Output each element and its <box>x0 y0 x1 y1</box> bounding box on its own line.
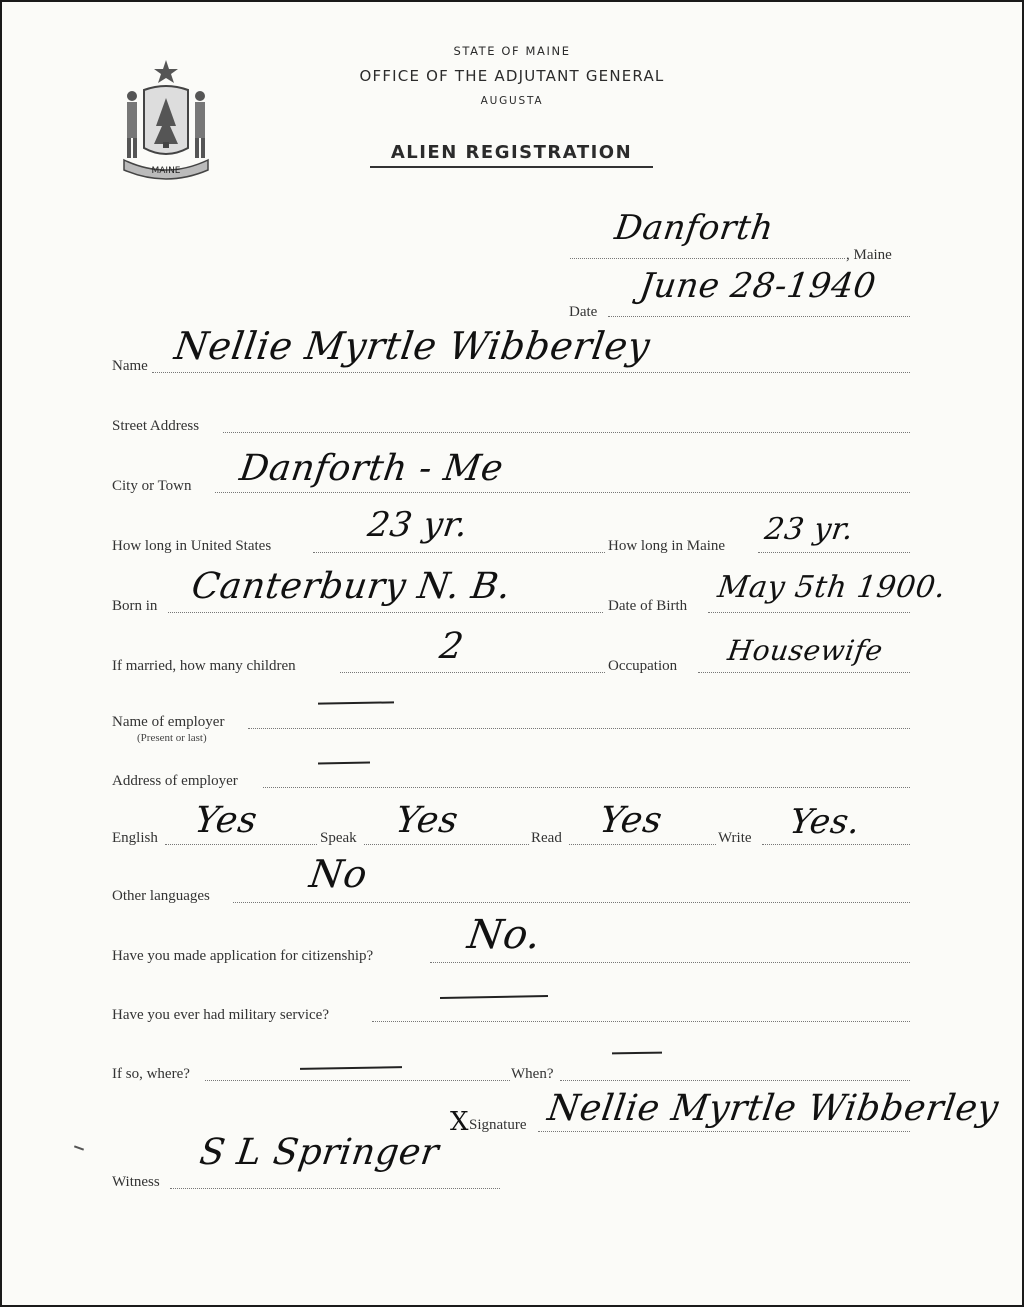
children-label: If married, how many children <box>112 658 296 674</box>
signature-mark: X <box>450 1107 469 1137</box>
state-heading: STATE OF MAINE <box>453 44 571 58</box>
name-label: Name <box>112 358 148 374</box>
other-languages-line <box>233 902 910 903</box>
how-long-maine-label: How long in Maine <box>608 538 726 554</box>
city-town-label: City or Town <box>112 478 192 494</box>
where-blank-dash <box>300 1066 402 1070</box>
witness-label: Witness <box>112 1174 160 1190</box>
write-value[interactable]: Yes. <box>787 802 863 842</box>
employer-address-blank-dash <box>318 762 370 765</box>
write-label: Write <box>718 830 752 846</box>
speak-label: Speak <box>320 830 357 846</box>
speak-line <box>364 844 529 845</box>
employer-name-line <box>248 728 910 729</box>
date-line <box>608 316 910 317</box>
children-line <box>340 672 605 673</box>
where-line <box>205 1080 510 1081</box>
signature-label: Signature <box>469 1117 527 1133</box>
office-heading: OFFICE OF THE ADJUTANT GENERAL <box>359 67 665 85</box>
children-value[interactable]: 2 <box>437 626 467 667</box>
when-blank-dash <box>612 1052 662 1055</box>
date-of-birth-value[interactable]: May 5th 1900. <box>715 570 948 605</box>
citizenship-value[interactable]: No. <box>464 912 544 958</box>
other-languages-value[interactable]: No <box>306 852 371 896</box>
city-town-line <box>215 492 910 493</box>
place-suffix: , Maine <box>846 247 892 263</box>
witness-line <box>170 1188 500 1189</box>
date-of-birth-line <box>708 612 910 613</box>
place-line <box>570 258 845 259</box>
military-line <box>372 1021 910 1022</box>
employer-address-label: Address of employer <box>112 773 238 789</box>
occupation-line <box>698 672 910 673</box>
military-blank-dash <box>440 995 548 999</box>
when-line <box>560 1080 910 1081</box>
occupation-value[interactable]: Housewife <box>725 634 885 667</box>
born-in-value[interactable]: Canterbury N. B. <box>189 566 514 607</box>
street-address-label: Street Address <box>112 418 200 434</box>
how-long-us-value[interactable]: 23 yr. <box>365 505 471 545</box>
english-value[interactable]: Yes <box>192 800 260 841</box>
write-line <box>762 844 910 845</box>
employer-name-sublabel: (Present or last) <box>137 732 207 744</box>
date-value[interactable]: June 28-1940 <box>637 266 879 306</box>
citizenship-line <box>430 962 910 963</box>
english-label: English <box>112 830 158 846</box>
how-long-us-line <box>313 552 605 553</box>
military-label: Have you ever had military service? <box>112 1007 329 1023</box>
other-languages-label: Other languages <box>112 888 210 904</box>
name-line <box>152 372 910 373</box>
speak-value[interactable]: Yes <box>393 800 461 841</box>
read-line <box>569 844 716 845</box>
citizenship-label: Have you made application for citizenship? <box>112 948 374 964</box>
witness-value[interactable]: S L Springer <box>197 1132 442 1173</box>
how-long-maine-value[interactable]: 23 yr. <box>762 512 856 547</box>
date-of-birth-label: Date of Birth <box>608 598 688 614</box>
how-long-maine-line <box>758 552 910 553</box>
place-value[interactable]: Danforth <box>612 208 777 248</box>
date-label: Date <box>569 304 598 320</box>
when-label: When? <box>511 1066 554 1082</box>
english-line <box>165 844 317 845</box>
employer-name-label: Name of employer <box>112 714 225 730</box>
signature-value[interactable]: Nellie Myrtle Wibberley <box>545 1088 1002 1129</box>
born-in-label: Born in <box>112 598 158 614</box>
read-label: Read <box>531 830 562 846</box>
how-long-us-label: How long in United States <box>112 538 272 554</box>
street-address-line <box>223 432 910 433</box>
born-in-line <box>168 612 603 613</box>
employer-address-line <box>263 787 910 788</box>
occupation-label: Occupation <box>608 658 678 674</box>
city-town-value[interactable]: Danforth - Me <box>237 448 506 489</box>
name-value[interactable]: Nellie Myrtle Wibberley <box>171 324 653 368</box>
stray-mark <box>74 1145 84 1150</box>
employer-blank-dash <box>318 701 394 704</box>
seal-label: MAINE <box>151 166 181 176</box>
signature-line <box>538 1131 910 1132</box>
form-title: ALIEN REGISTRATION <box>370 142 653 168</box>
where-label: If so, where? <box>112 1066 190 1082</box>
city-heading: AUGUSTA <box>480 95 544 107</box>
read-value[interactable]: Yes <box>597 800 665 841</box>
